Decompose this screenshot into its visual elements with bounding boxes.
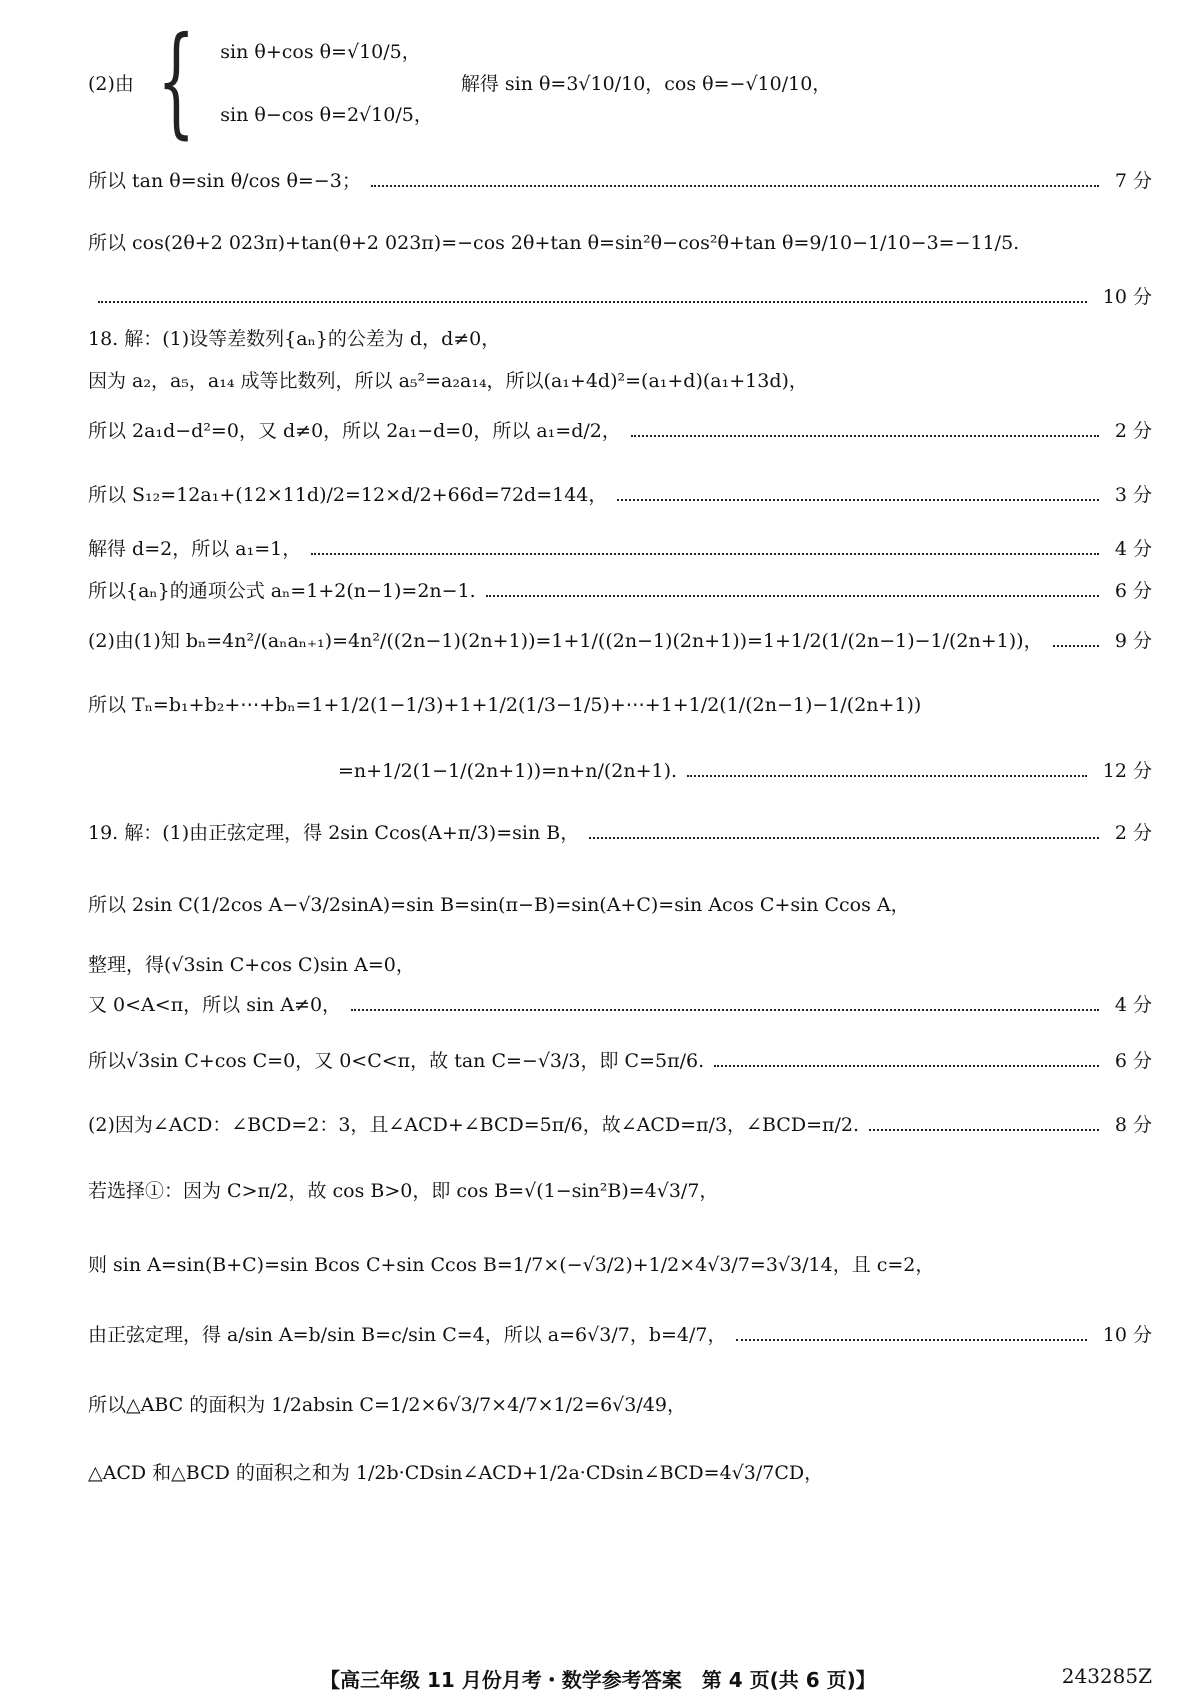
solution-line [88, 170, 1152, 194]
line-text: 则 sin A=sin(B+C)=sin Bcos C+sin Ccos B=1/7×(−√3/2)+1/2×4√3/7=3√3/14，且 c=2， [88, 1254, 935, 1276]
line-text: (2)因为∠ACD：∠BCD=2：3，且∠ACD+∠BCD=5π/6，故∠ACD=π/3，∠BCD=π/2. [88, 1114, 860, 1136]
solution-line [338, 760, 1152, 784]
line-text: 19. 解：(1)由正弦定理，得 2sin Ccos(A+π/3)=sin B， [88, 822, 580, 844]
solution-line [88, 1254, 1152, 1278]
solution-line [88, 894, 1152, 918]
line-text: 所以 tan θ=sin θ/cos θ=−3； [88, 170, 361, 192]
system-equation-2: sin θ−cos θ=2√10/5， [220, 104, 433, 126]
dot-leader [351, 1009, 1099, 1011]
system-equation-1: sin θ+cos θ=√10/5， [220, 41, 421, 63]
score-label: 6 分 [1114, 1050, 1152, 1072]
solution-line [88, 370, 1152, 394]
solution-line [88, 538, 1152, 562]
solution-line [88, 232, 1152, 256]
solution-line [88, 954, 1152, 978]
line-text: 所以△ABC 的面积为 1/2absin C=1/2×6√3/7×4/7×1/2=6√3/49， [88, 1394, 686, 1416]
line-text: 因为 a₂，a₅，a₁₄ 成等比数列，所以 a₅²=a₂a₁₄，所以(a₁+4d)²=(a₁+d)(a₁+13d)， [88, 370, 808, 392]
equation-system [88, 12, 832, 151]
solution-line [88, 484, 1152, 508]
brace-symbol: { [157, 12, 196, 151]
solution-line [88, 328, 1152, 352]
system-label: (2)由 [88, 72, 134, 95]
line-text: 解得 d=2，所以 a₁=1， [88, 538, 302, 560]
score-label: 7 分 [1114, 170, 1152, 192]
dot-leader [714, 1065, 1099, 1067]
score-label: 10 分 [1102, 286, 1152, 308]
dot-leader [486, 595, 1099, 597]
solution-line [88, 1324, 1152, 1348]
system-result: 解得 sin θ=3√10/10，cos θ=−√10/10， [460, 72, 832, 95]
solution-line [88, 1180, 1152, 1204]
score-label: 2 分 [1114, 420, 1152, 442]
line-text: △ACD 和△BCD 的面积之和为 1/2b·CDsin∠ACD+1/2a·CDsin∠BCD=4√3/7CD， [88, 1462, 824, 1484]
dot-leader [869, 1129, 1099, 1131]
line-text: =n+1/2(1−1/(2n+1))=n+n/(2n+1). [338, 760, 678, 782]
solution-line [88, 580, 1152, 604]
footer-code: 243285Z [1061, 1664, 1152, 1688]
line-text: 又 0<A<π，所以 sin A≠0， [88, 994, 342, 1016]
score-label: 4 分 [1114, 538, 1152, 560]
dot-leader [617, 499, 1098, 501]
score-label: 6 分 [1114, 580, 1152, 602]
line-text: 若选择①：因为 C>π/2，故 cos B>0，即 cos B=√(1−sin²B)=4√3/7， [88, 1180, 719, 1202]
line-text: 由正弦定理，得 a/sin A=b/sin B=c/sin C=4，所以 a=6√3/7，b=4/7， [88, 1324, 727, 1346]
solution-line [88, 1114, 1152, 1138]
line-text: 18. 解：(1)设等差数列{aₙ}的公差为 d，d≠0， [88, 328, 501, 350]
line-text: 所以{aₙ}的通项公式 aₙ=1+2(n−1)=2n−1. [88, 580, 476, 602]
score-label: 2 分 [1114, 822, 1152, 844]
line-text: 所以 Tₙ=b₁+b₂+⋯+bₙ=1+1/2(1−1/3)+1+1/2(1/3−1/5)+⋯+1+1/2(1/(2n−1)−1/(2n+1)) [88, 694, 922, 716]
solution-line [88, 1394, 1152, 1418]
line-text: 所以√3sin C+cos C=0，又 0<C<π，故 tan C=−√3/3，即 C=5π/6. [88, 1050, 705, 1072]
line-text: (2)由(1)知 bₙ=4n²/(aₙaₙ₊₁)=4n²/((2n−1)(2n+1))=1+1/((2n−1)(2n+1))=1+1/2(1/(2n−1)−1/(2n+1))， [88, 630, 1043, 652]
dot-leader [589, 837, 1099, 839]
system-rows [220, 37, 433, 127]
dot-leader [371, 185, 1099, 187]
footer-title: 【高三年级 11 月份月考・数学参考答案 第 4 页(共 6 页)】 [320, 1668, 876, 1692]
line-text: 所以 cos(2θ+2 023π)+tan(θ+2 023π)=−cos 2θ+tan θ=sin²θ−cos²θ+tan θ=9/10−1/10−3=−11/5. [88, 232, 1020, 254]
dot-leader [736, 1339, 1086, 1341]
dot-leader [311, 553, 1099, 555]
solution-line [88, 420, 1152, 444]
dot-leader [98, 301, 1087, 303]
solution-line [88, 694, 1152, 718]
dot-leader [631, 435, 1099, 437]
score-label: 8 分 [1114, 1114, 1152, 1136]
solution-line [88, 822, 1152, 846]
score-label: 3 分 [1114, 484, 1152, 506]
score-label: 4 分 [1114, 994, 1152, 1016]
score-label: 9 分 [1114, 630, 1152, 652]
dot-leader [687, 775, 1087, 777]
score-label: 12 分 [1102, 760, 1152, 782]
line-text: 整理，得(√3sin C+cos C)sin A=0， [88, 954, 415, 976]
line-text: 所以 S₁₂=12a₁+(12×11d)/2=12×d/2+66d=72d=144， [88, 484, 608, 506]
solution-line [88, 994, 1152, 1018]
solution-line [88, 1050, 1152, 1074]
line-text: 所以 2sin C(1/2cos A−√3/2sinA)=sin B=sin(π−B)=sin(A+C)=sin Acos C+sin Ccos A， [88, 894, 910, 916]
solution-line [88, 1462, 1152, 1486]
dot-leader [1053, 645, 1099, 647]
solution-line [88, 286, 1152, 310]
solution-line [88, 630, 1152, 654]
line-text: 所以 2a₁d−d²=0，又 d≠0，所以 2a₁−d=0，所以 a₁=d/2， [88, 420, 621, 442]
score-label: 10 分 [1102, 1324, 1152, 1346]
